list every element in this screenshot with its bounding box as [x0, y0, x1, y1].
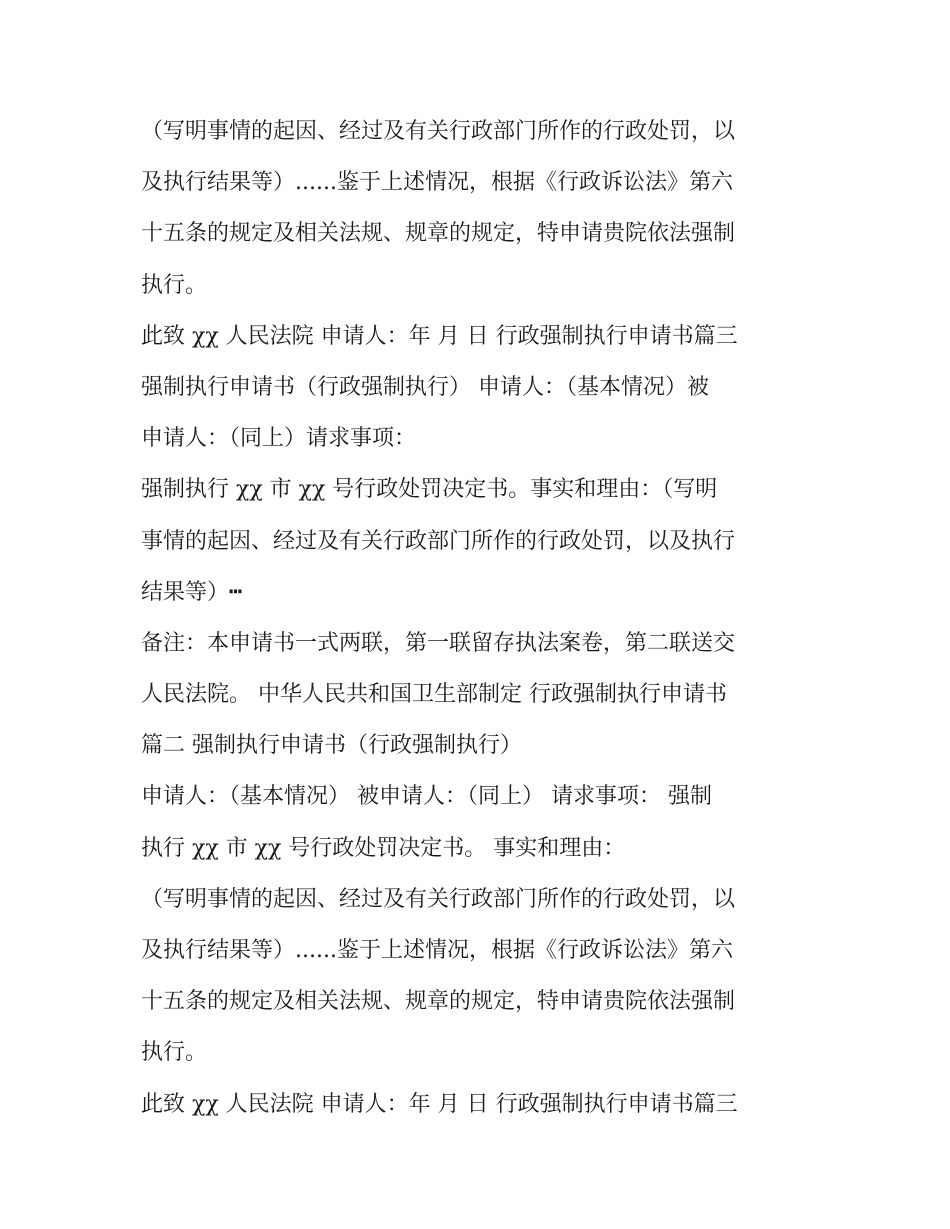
- text-line: 执行。: [141, 272, 208, 298]
- text-line: 及执行结果等）......鉴于上述情况，根据《行政诉讼法》第六: [141, 170, 733, 196]
- text-line: 十五条的规定及相关法规、规章的规定，特申请贵院依法强制: [141, 989, 736, 1015]
- text-line: 十五条的规定及相关法规、规章的规定，特申请贵院依法强制: [141, 221, 736, 247]
- text-line: 此致 χχ 人民法院 申请人：年 月 日 行政强制执行申请书篇三: [141, 323, 738, 349]
- text-line: 及执行结果等）......鉴于上述情况，根据《行政诉讼法》第六: [141, 938, 733, 963]
- document-body: [141, 106, 821, 1130]
- text-line: 备注：本申请书一式两联，第一联留存执法案卷，第二联送交: [141, 630, 736, 656]
- text-line: （写明事情的起因、经过及有关行政部门所作的行政处罚，以: [141, 119, 736, 144]
- text-line: （写明事情的起因、经过及有关行政部门所作的行政处罚，以: [141, 886, 736, 912]
- text-line: 事情的起因、经过及有关行政部门所作的行政处罚，以及执行: [141, 528, 736, 554]
- text-line: 申请人：（基本情况） 被申请人：（同上） 请求事项： 强制: [141, 784, 712, 810]
- text-line: 强制执行 χχ 市 χχ 号行政处罚决定书。事实和理由：（写明: [141, 477, 718, 503]
- text-line: 篇二 强制执行申请书（行政强制执行）: [141, 733, 522, 759]
- text-line: 执行。: [141, 1040, 208, 1066]
- text-line: 人民法院。 中华人民共和国卫生部制定 行政强制执行申请书: [141, 682, 727, 708]
- text-line: 强制执行申请书（行政强制执行） 申请人：（基本情况）被: [141, 374, 709, 400]
- text-line: 结果等）┅: [141, 579, 243, 605]
- text-line: 申请人：（同上）请求事项：: [141, 426, 417, 452]
- text-line: 执行 χχ 市 χχ 号行政处罚决定书。 事实和理由：: [141, 835, 626, 861]
- text-line: 此致 χχ 人民法院 申请人：年 月 日 行政强制执行申请书篇三: [141, 1091, 738, 1117]
